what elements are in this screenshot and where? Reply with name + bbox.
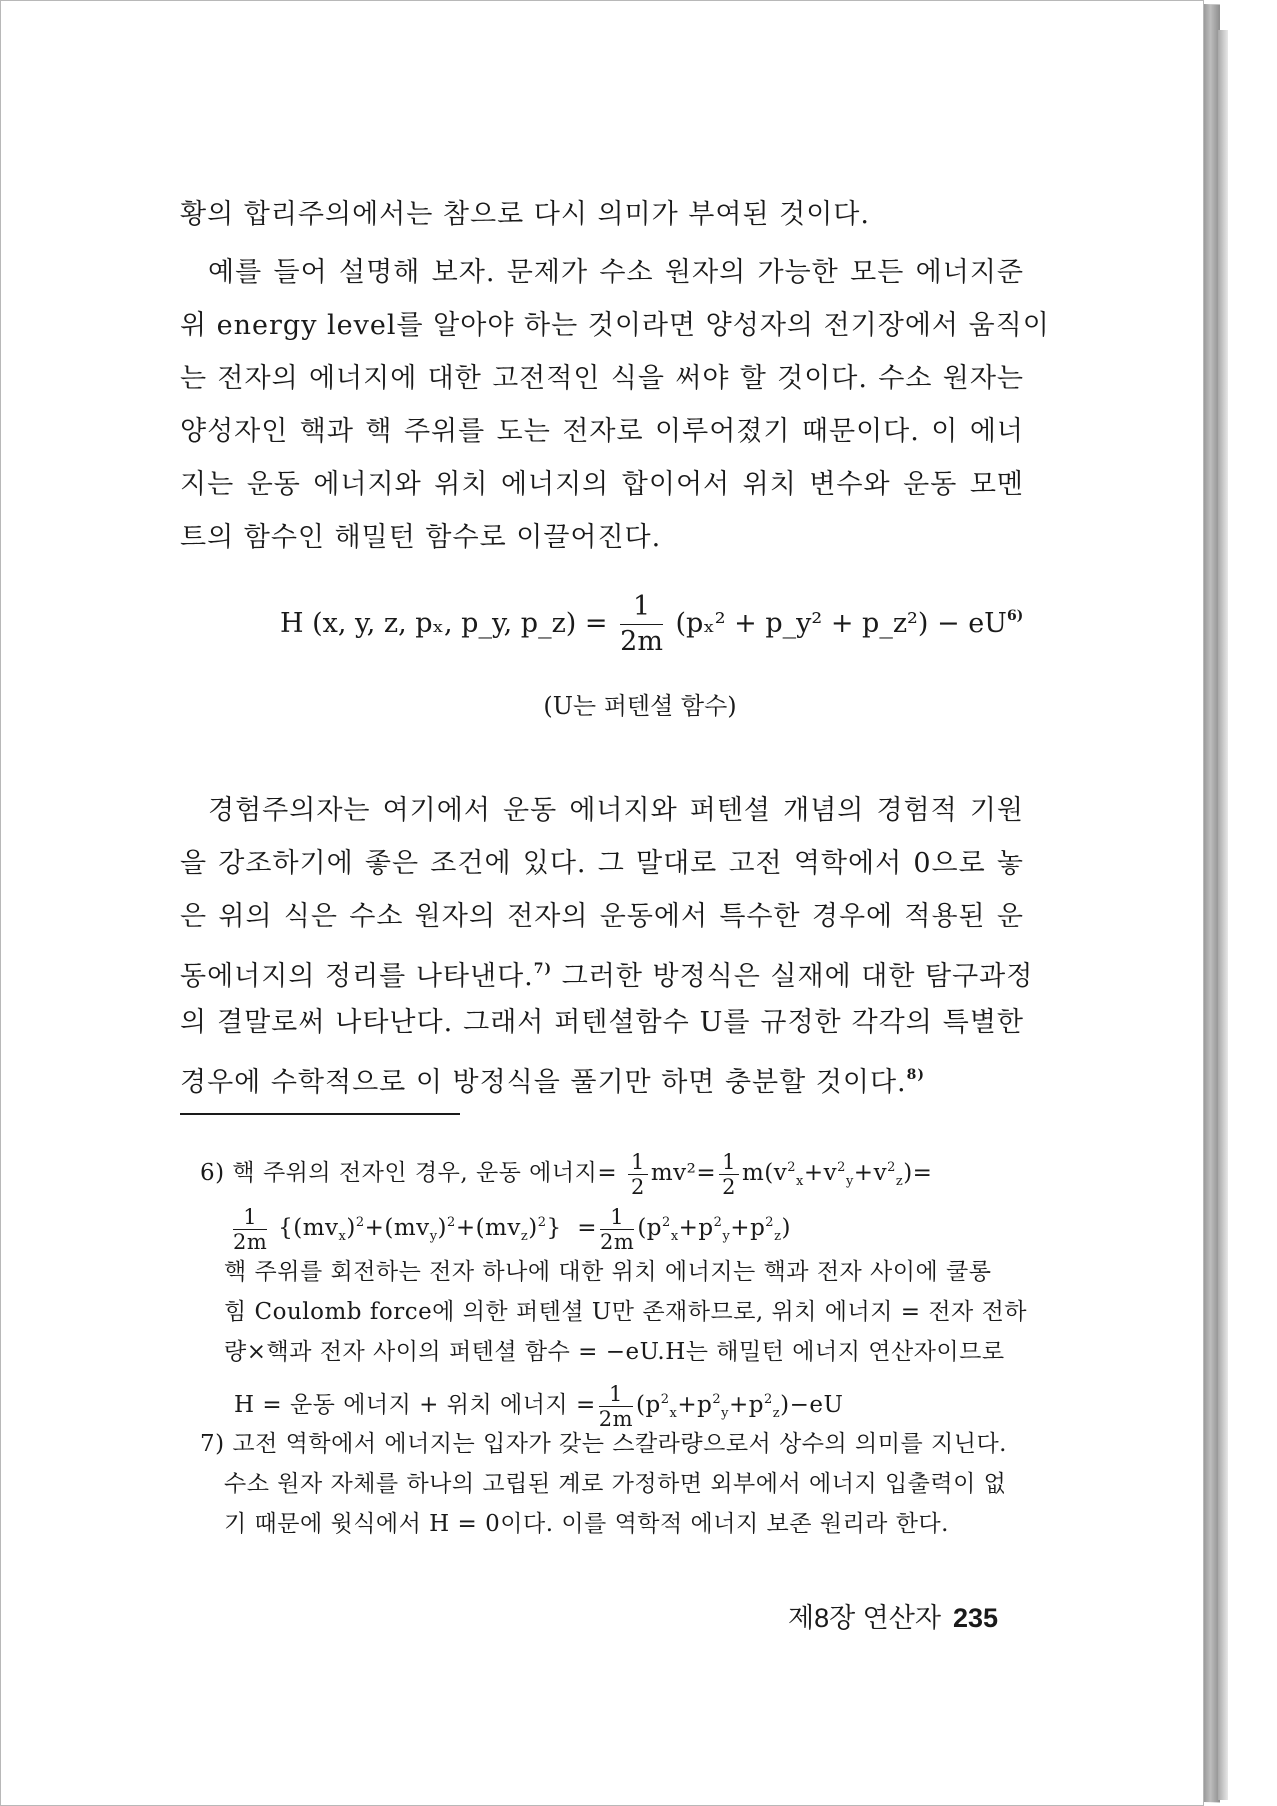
minus-eU: −eU <box>789 1392 844 1418</box>
p-squared-sum: $(p^2_x+p^2_y+p^2_z)$ <box>637 1215 791 1244</box>
numerator: 1 <box>719 1150 739 1175</box>
footnote-6-line-2 <box>200 1194 1027 1252</box>
footnote-line: 핵 주위를 회전하는 전자 하나에 대한 위치 에너지는 핵과 전자 사이에 쿨롱 <box>224 1259 992 1285</box>
footnote-6-hamiltonian <box>200 1372 1027 1431</box>
denominator: 2m <box>233 1229 268 1254</box>
p-squared-sum: $(p^2_x+p^2_y+p^2_z)$ <box>636 1392 790 1421</box>
footnote-label: 7) <box>200 1431 225 1457</box>
momentum-expression: $\{(mv_x)^2+(mv_y)^2+(mv_z)^2\}$ <box>278 1215 578 1244</box>
text-line: 예를 들어 설명해 보자. 문제가 수소 원자의 가능한 모든 에너지준 <box>208 257 1024 288</box>
footnote-7 <box>200 1424 1007 1544</box>
page-number: 235 <box>952 1603 998 1633</box>
text-span: 동에너지의 정리를 나타낸다. <box>180 961 534 992</box>
fraction-denominator: 2m <box>620 626 663 657</box>
text-span: 그러한 방정식은 실재에 대한 탐구과정 <box>552 961 1034 992</box>
mv-squared: mv²= <box>650 1160 717 1186</box>
formula-rhs: (pₓ² + p_y² + p_z²) − eU <box>675 608 1007 639</box>
half-fraction <box>719 1150 739 1199</box>
denominator: 2 <box>630 1174 645 1199</box>
formula-fraction <box>620 590 663 659</box>
paragraph-1 <box>180 188 1024 241</box>
numerator: 1 <box>600 1205 634 1230</box>
m-v-open: m(v <box>741 1160 788 1186</box>
footnote-6-line-1 <box>200 1142 1027 1199</box>
fraction-numerator: 1 <box>620 590 663 625</box>
text-line-with-footnote <box>180 1049 1024 1102</box>
page-footer <box>788 1596 998 1635</box>
footnote-label: 6) <box>200 1160 225 1186</box>
text-line: 위 energy level를 알아야 하는 것이라면 양성자의 전기장에서 움직이 <box>180 310 1050 341</box>
one-over-2m-fraction <box>233 1205 267 1254</box>
text-line: 은 위의 식은 수소 원자의 전자의 운동에서 특수한 경우에 적용된 운 <box>180 901 1024 932</box>
footnote-line: 수소 원자 자체를 하나의 고립된 계로 가정하면 외부에서 에너지 입출력이 없 <box>224 1471 1007 1497</box>
hamiltonian-text: H = 운동 에너지 + 위치 에너지 = <box>234 1392 596 1418</box>
footnote-ref-8: 8) <box>906 1067 926 1083</box>
chapter-title: 제8장 연산자 <box>788 1603 941 1633</box>
footnote-line <box>200 1424 1007 1464</box>
numerator: 1 <box>628 1150 648 1175</box>
text-line: 트의 함수인 해밀턴 함수로 이끌어진다. <box>180 522 662 553</box>
footnote-separator <box>180 1113 460 1115</box>
numerator: 1 <box>233 1205 267 1230</box>
text-span: 경우에 수학적으로 이 방정식을 풀기만 하면 충분할 것이다. <box>180 1067 907 1098</box>
footnote-text: 핵 주위의 전자인 경우, 운동 에너지= <box>232 1160 618 1186</box>
text-line: 황의 합리주의에서는 참으로 다시 의미가 부여된 것이다. <box>180 199 870 230</box>
half-fraction <box>628 1150 648 1199</box>
text-line: 의 결말로써 나타난다. 그래서 퍼텐셜함수 U를 규정한 각각의 특별한 <box>180 1007 1024 1038</box>
one-over-2m-fraction <box>600 1205 634 1254</box>
footnote-text: 고전 역학에서 에너지는 입자가 갖는 스칼라량으로서 상수의 의미를 지닌다. <box>232 1431 1007 1457</box>
text-line: 을 강조하기에 좋은 조건에 있다. 그 말대로 고전 역학에서 0으로 놓 <box>180 848 1024 879</box>
paragraph-2 <box>180 246 1050 564</box>
velocity-expression: $m(v^2_x+v^2_y+v^2_z)=$ <box>741 1160 933 1189</box>
formula-lhs: H (x, y, z, pₓ, p_y, p_z) = <box>280 608 608 639</box>
paragraph-3 <box>180 784 1034 1102</box>
equals-sign: = <box>577 1215 598 1241</box>
page-shadow <box>1218 30 1228 1800</box>
momentum-open: {(mv <box>278 1215 339 1241</box>
hamiltonian-formula <box>280 590 1024 680</box>
text-line: 지는 운동 에너지와 위치 에너지의 합이어서 위치 변수와 운동 모멘 <box>180 469 1024 500</box>
footnote-line: 힘 Coulomb force에 의한 퍼텐셜 U만 존재하므로, 위치 에너지 = 전자 전하 <box>224 1299 1028 1325</box>
footnote-line: 량×핵과 전자 사이의 퍼텐셜 함수 = −eU.H는 해밀턴 에너지 연산자이므로 <box>224 1339 1005 1365</box>
denominator: 2m <box>598 1406 634 1431</box>
footnote-line: 기 때문에 윗식에서 H = 0이다. 이를 역학적 에너지 보존 원리라 한다. <box>224 1511 949 1537</box>
footnote-ref-6: 6) <box>1006 608 1024 624</box>
denominator: 2 <box>722 1174 736 1199</box>
text-line-with-footnote <box>180 943 1034 996</box>
text-line: 양성자인 핵과 핵 주위를 도는 전자로 이루어졌기 때문이다. 이 에너 <box>180 416 1024 447</box>
formula-note: (U는 퍼텐셜 함수) <box>543 692 737 720</box>
denominator: 2m <box>600 1229 635 1254</box>
footnote-6 <box>200 1142 1028 1431</box>
footnote-ref-7: 7) <box>533 961 553 977</box>
footnote-6-body <box>200 1252 1027 1372</box>
text-line: 경험주의자는 여기에서 운동 에너지와 퍼텐셜 개념의 경험적 기원 <box>208 795 1024 826</box>
numerator: 1 <box>599 1382 633 1407</box>
text-line: 는 전자의 에너지에 대한 고전적인 식을 써야 할 것이다. 수소 원자는 <box>180 363 1024 394</box>
